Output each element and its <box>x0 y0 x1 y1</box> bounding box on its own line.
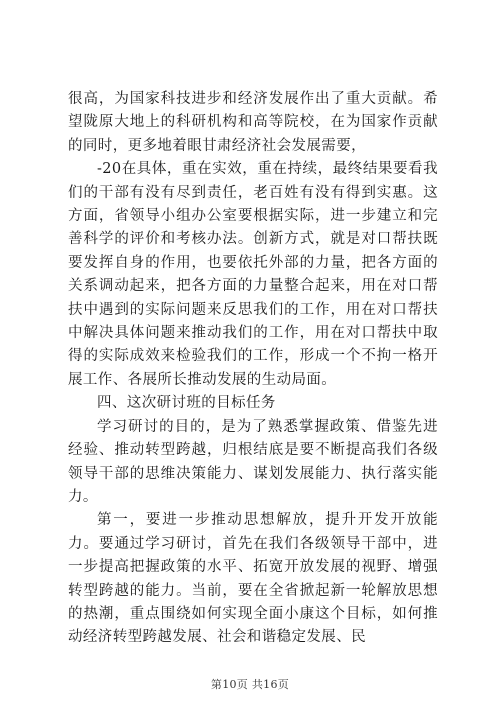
section-heading: 四、这次研讨班的目标任务 <box>97 395 276 412</box>
document-body <box>68 88 438 650</box>
paragraph-continuation: 很高，为国家科技进步和经济发展作出了重大贡献。希望陇原大地上的科研机构和高等院校，在为国家作贡献的同时，更多地着眼甘肃经济社会发展需要， <box>68 91 438 154</box>
paragraph-implementation: -20在具体，重在实效，重在持续，最终结果要看我们的干部有没有尽到责任，老百姓有没有得到实惠。这方面，省领导小组办公室要根据实际，进一步建立和完善科学的评价和考核办法。创新方式，就是对口帮扶既要发挥自身的作用，也要依托外部的力量，把各方面的关系调动起来，把各方面的力量整合起来，用在对口帮扶中遇到的实际问题来反思我们的工作，用在对口帮扶中解决具体问题来推动我们的工作，用在对口帮扶中取得的实际成效来检验我们的工作，形成一个不拘一格开展工作、各展所长推动发展的生动局面。 <box>68 161 438 388</box>
paragraph-first-point: 第一，要进一步推动思想解放，提升开发开放能力。要通过学习研讨，首先在我们各级领导干部中，进一步提高把握政策的水平、拓宽开放发展的视野、增强转型跨越的能力。当前，要在全省掀起新一轮解放思想的热潮，重点围绕如何实现全面小康这个目标，如何推动经济转型跨越发展、社会和谐稳定发展、民 <box>68 512 438 646</box>
page-footer: 第10页 共16页 <box>210 678 290 691</box>
paragraph-study-purpose: 学习研讨的目的，是为了熟悉掌握政策、借鉴先进经验、推动转型跨越，归根结底是要不断提高我们各级领导干部的思维决策能力、谋划发展能力、执行落实能力。 <box>68 418 438 505</box>
